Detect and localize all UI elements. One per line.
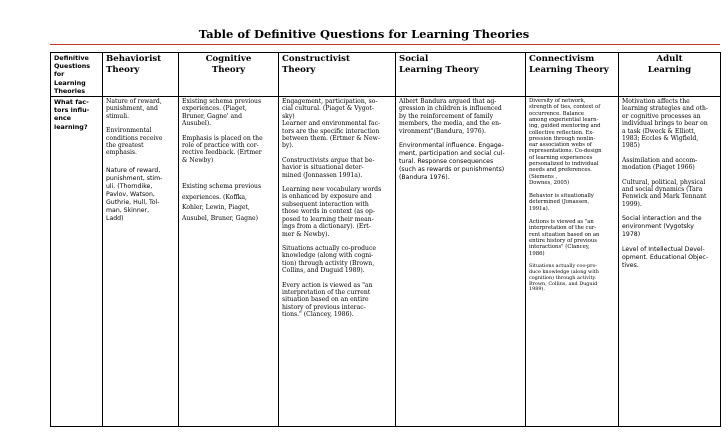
table-row: [51, 97, 721, 427]
adult-para: Level of Intellectual Devel- opment. Educational Objec- tives.: [622, 246, 709, 270]
document-title: Table of Definitive Questions for Learning Theories: [198, 27, 530, 41]
cognitive-para: Emphasis is placed on the role of practice with cor- rective feedback. (Ertmer & Newby): [182, 134, 263, 164]
constructivist-cell: [279, 97, 396, 427]
connectivism-para: Behavior is situationally determined (Jonassen, 1991a).: [529, 193, 594, 212]
constructivist-para: Engagement, participation, so- cial cultural. (Piaget & Vygot- sky) Learner and environmental fac- tors are the specific interaction between them. (Ertmer & New- by).: [282, 98, 381, 150]
cognitive-cell: [179, 97, 279, 427]
constructivist-para: Situations actually co-produce knowledge (along with cogni- tion) through activity (Brown, Collins, and Duguid 1989).: [282, 244, 376, 275]
adult-para: Motivation affects the learning strategies and oth- er cognitive processes an individual brings to bear on a task (Dweck & Elliott, 1983; Eccles & Wigfield, 1985): [622, 98, 708, 150]
adult-cell: [619, 97, 721, 427]
adult-para: Cultural, political, physical and social dynamics (Tara Fenwick and Mark Tennant 1999).: [622, 178, 707, 208]
header-row: [51, 53, 721, 97]
constructivist-para: Every action is viewed as "an interpretation of the current situation based on an entire history of previous interac- tions." (Clancey, 1986).: [282, 281, 373, 319]
header-constructivist: Constructivist Theory: [279, 53, 396, 97]
social-para: Albert Bandura argued that ag- gression in children is influenced by the reinforcement of family members, the media, and the en- vironment"(Bandura, 1976).: [399, 98, 502, 135]
connectivism-cell: [526, 97, 619, 427]
header-social: Social Learning Theory: [396, 53, 526, 97]
header-definitive-questions: Definitive Questions for Learning Theories: [51, 53, 103, 97]
header-connectivism: Connectivism Learning Theory: [526, 53, 619, 97]
connectivism-para: Diversity of network, strength of ties, context of occurrence. Balance among experiential learn- ing, guided mentoring and collective reflection. Ex- pression through nonlin- ear association webs of representations. Co-design of learning experiences personalized to individual needs and preferences. (Siemens , Downes, 2005): [529, 98, 602, 186]
behaviorist-para: Nature of reward, punishment, and stimuli.: [106, 98, 162, 120]
constructivist-para: Constructivists argue that be- havior is situational deter- mined (Jonnassen 1991a).: [282, 156, 375, 179]
cognitive-para: Existing schema previous experiences. (Koffka, Kohler, Lewin, Piaget, Ausubel, Bruner, Gagne): [182, 183, 262, 222]
social-para: Environmental influence. Engage- ment, participation and social cul- tural. Response consequences (such as rewards or punishments) (Bandura 1976).: [399, 142, 505, 182]
behaviorist-para: Nature of reward, punishment, stim- uli. (Thorndike, Pavlov, Watson, Guthrie, Hull, Tol- man, Skinner, Ladd): [106, 166, 163, 222]
adult-para: Assimilation and accom- modation (Piaget 1966): [622, 156, 698, 172]
header-behaviorist: Behaviorist Theory: [103, 53, 179, 97]
constructivist-para: Learning new vocabulary words is enhanced by exposure and subsequent interaction with those words in context (as op- posed to learning their mean- ings from a dictionary). (Ert- mer & Newby).: [282, 186, 382, 238]
connectivism-para: Situations actually coo-pro- duce knowledge (along with cognition) through activity. Brown, Collins, and Duguid 1989).: [529, 262, 599, 293]
connectivism-para: Actions is viewed as "an interpretation of the cur- rent situation based on an entire history of previous interactions" (Clancey, 1986): [529, 219, 600, 257]
header-cognitive: Cognitive Theory: [179, 53, 279, 97]
cognitive-para: Existing schema previous experiences. (Piaget, Bruner, Gagne' and Ausubel).: [182, 98, 262, 128]
learning-theories-table: [50, 52, 721, 427]
adult-para: Social interaction and the environment (Vygotsky 1978): [622, 215, 702, 239]
social-cell: [396, 97, 526, 427]
question-cell: What fac- tors influ- ence learning?: [51, 97, 103, 427]
behaviorist-para: Environmental conditions receive the greatest emphasis.: [106, 127, 163, 157]
behaviorist-cell: [103, 97, 179, 427]
title-rule: [50, 44, 720, 45]
header-adult: Adult Learning: [619, 53, 721, 97]
